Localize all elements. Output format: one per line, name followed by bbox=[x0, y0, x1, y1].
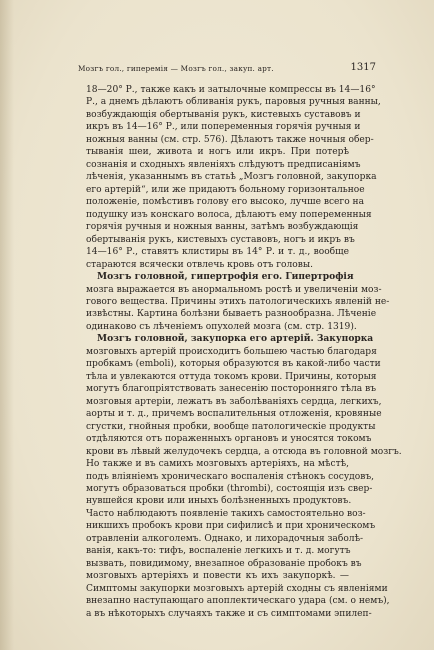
text-line: лѣченія, указаннымъ въ статьѣ „Мозгъ головной, закупорка bbox=[86, 172, 377, 183]
text-line: крови въ лѣвый желудочекъ сердца, а отсюда въ головной мозгъ. bbox=[86, 446, 402, 457]
section-heading-arterial-blockage: Мозгъ головной, закупорка его артерій. Закупорка bbox=[97, 333, 374, 345]
text-line: отдѣляются отъ пораженныхъ органовъ и уносятся токомъ bbox=[86, 434, 372, 445]
text-line: могутъ образоваться пробки (thrombi), состоящія изъ свер- bbox=[86, 484, 373, 494]
text-line: могутъ благопріятствовать занесенію посторонняго тѣла въ bbox=[86, 384, 376, 395]
text-line: возбуждающія обертыванія рукъ, кистевыхъ суставовъ и bbox=[86, 109, 361, 120]
running-head: Мозгъ гол., гиперемія — Мозгъ гол., закуп. арт. bbox=[78, 64, 274, 73]
section-heading-hypertrophy: Мозгъ головной, гипертрофія его. Гипертрофія bbox=[97, 271, 354, 283]
text-line: икръ въ 14—16° Р., или попеременныя горячія ручныя и bbox=[86, 122, 361, 133]
text-line: мозговыя артеріи, лежатъ въ заболѣваніяхъ сердца, легкихъ, bbox=[86, 396, 382, 407]
text-line: одинаково съ лѣченіемъ опухолей мозга (см. стр. 1319). bbox=[86, 321, 357, 332]
text-line: подушку изъ конскаго волоса, дѣлаютъ ему попеременныя bbox=[86, 209, 372, 220]
text-line: мозга выражается въ анормальномъ ростѣ и увеличеніи моз- bbox=[86, 284, 382, 295]
text-line: положеніе, помѣстивъ голову его высоко, лучше всего на bbox=[86, 197, 365, 208]
text-line: Симптомы закупорки мозговыхъ артерій сходны съ явленіями bbox=[86, 583, 388, 594]
text-line: Но также и въ самихъ мозговыхъ артеріяхъ, на мѣстѣ, bbox=[86, 459, 349, 470]
text-line: внезапно наступающаго апоплектическаго удара (см. о немъ), bbox=[86, 596, 390, 607]
text-line: ванія, какъ-то: тифъ, воспаленіе легкихъ и т. д. могутъ bbox=[86, 546, 351, 557]
text-line: стараются всячески отвлечь кровь отъ головы. bbox=[86, 259, 314, 270]
body-text bbox=[86, 84, 402, 620]
text-line: его артерій“, или же придаютъ больному горизонтальное bbox=[86, 184, 365, 195]
text-line: никшихъ пробокъ крови при сифилисѣ и при хроническомъ bbox=[86, 521, 376, 532]
text-line: а въ нѣкоторыхъ случаяхъ также и съ симптомами эпилеп- bbox=[86, 608, 372, 619]
text-line: 14—16° Р., ставятъ клистиры въ 14° Р. и т. д., вообще bbox=[86, 247, 349, 258]
text-line: гового вещества. Причины этихъ патологическихъ явленій не- bbox=[86, 296, 390, 307]
text-line: подъ вліяніемъ хроническаго воспаленія стѣнокъ сосудовъ, bbox=[86, 471, 375, 482]
text-line: извѣстны. Картина болѣзни бываетъ разнообразна. Лѣченіе bbox=[86, 309, 377, 320]
text-line: тѣла и увлекаются оттуда токомъ крови. Причины, которыя bbox=[86, 371, 377, 382]
text-line: аорты и т. д., причемъ воспалительныя отложенія, кровяные bbox=[86, 409, 382, 420]
text-line: Р., а днемъ дѣлаютъ обливанія рукъ, паровыя ручныя ванны, bbox=[86, 97, 381, 108]
text-line: ножныя ванны (см. стр. 576). Дѣлаютъ также ночныя обер- bbox=[86, 134, 374, 145]
text-line: мозговыхъ артерій происходитъ большею частью благодаря bbox=[86, 346, 377, 357]
text-line: мозговыхъ артеріяхъ и повести къ ихъ закупоркѣ. — bbox=[86, 571, 349, 582]
text-line: 18—20° Р., также какъ и затылочные компрессы въ 14—16° bbox=[86, 85, 376, 95]
text-line: сгустки, гнойныя пробки, вообще патологическіе продукты bbox=[86, 421, 376, 432]
text-line: отравленіи алкоголемъ. Однако, и лихорадочныя заболѣ- bbox=[86, 533, 364, 544]
text-line: горячія ручныя и ножныя ванны, затѣмъ возбуждающія bbox=[86, 222, 359, 233]
text-line: тыванія шеи, живота и ногъ или икръ. При потерѣ bbox=[86, 147, 349, 158]
text-line: пробкамъ (emboli), которыя образуются въ какой-либо части bbox=[86, 359, 381, 370]
text-line: вызвать, повидимому, внезапное образованіе пробокъ въ bbox=[86, 558, 362, 569]
text-line: нувшейся крови или иныхъ болѣзненныхъ продуктовъ. bbox=[86, 496, 352, 507]
text-line: обертыванія рукъ, кистевыхъ суставовъ, ногъ и икръ въ bbox=[86, 234, 355, 245]
page-gutter-shadow bbox=[0, 0, 14, 650]
text-line: сознанія и сходныхъ явленіяхъ слѣдуютъ предписаніямъ bbox=[86, 159, 361, 170]
text-line: Часто наблюдаютъ появленіе такихъ самостоятельно воз- bbox=[86, 508, 366, 519]
page-number: 1317 bbox=[350, 62, 376, 73]
